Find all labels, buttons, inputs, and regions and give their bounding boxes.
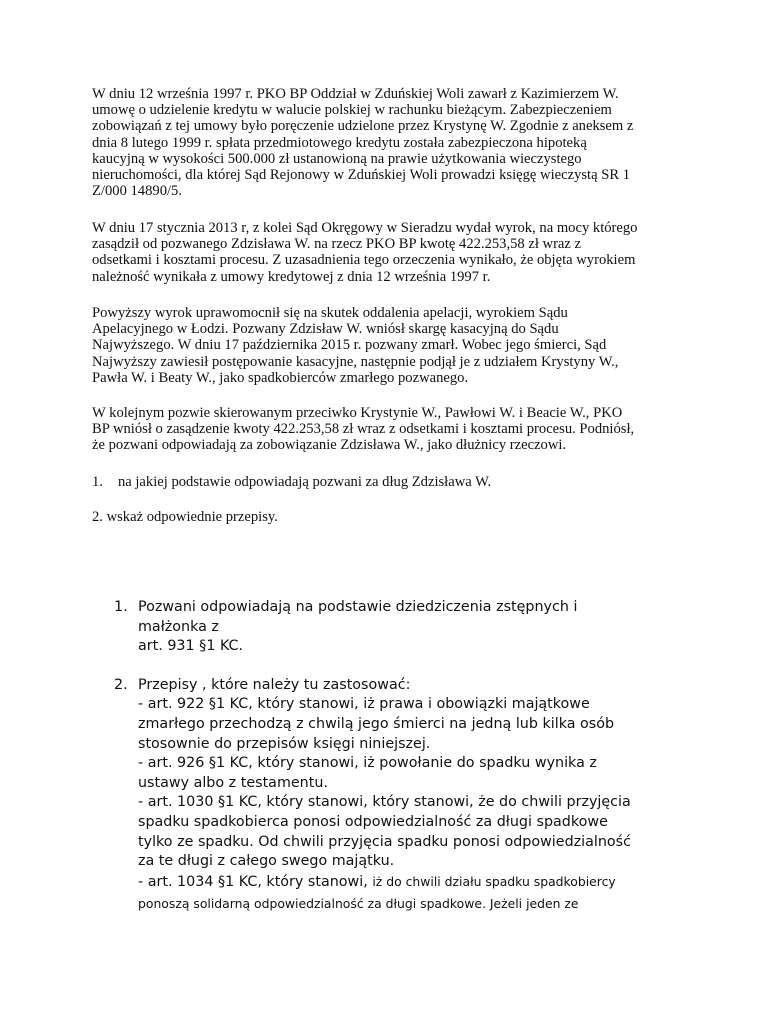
answer-line: ustawy albo z testamentu. xyxy=(138,774,328,791)
text-line: że pozwani odpowiadają za zobowiązanie Zdzisława W., jako dłużnicy rzeczowi. xyxy=(92,437,567,454)
question-1 xyxy=(92,474,682,490)
text-line: należność wynikała z umowy kredytowej z dnia 12 września 1997 r. xyxy=(92,268,491,285)
question-2-text: 2. wskaż odpowiednie przepisy. xyxy=(92,509,278,525)
text-line: W kolejnym pozwie skierowanym przeciwko Krystynie W., Pawłowi W. i Beacie W., PKO xyxy=(92,405,623,421)
text-line: W dniu 17 stycznia 2013 r, z kolei Sąd Okręgowy w Sieradzu wydał wyrok, na mocy którego xyxy=(92,220,638,236)
text-line: Z/000 14890/5. xyxy=(92,183,182,200)
answer-2-number: 2. xyxy=(114,676,128,693)
answer-spacer xyxy=(110,657,685,676)
text-line: Najwyższego. W dniu 17 października 2015 r. pozwany zmarł. Wobec jego śmierci, Sąd xyxy=(92,337,607,354)
text-line: kaucyjną w wysokości 500.000 zł ustanowioną na prawie użytkowania wieczystego xyxy=(92,150,582,167)
text-line: odsetkami i kosztami procesu. Z uzasadnienia tego orzeczenia wynikało, że objęta wyrokiem xyxy=(92,252,636,269)
answer-line-small: iż do chwili działu spadku spadkobiercy xyxy=(372,873,616,889)
text-line: zasądził od pozwanego Zdzisława W. na rzecz PKO BP kwotę 422.253,58 zł wraz z xyxy=(92,236,582,253)
answer-line: spadku spadkobierca ponosi odpowiedzialność za długi spadkowe xyxy=(138,813,608,830)
text-line: umowę o udzielenie kredytu w walucie polskiej w rachunku bieżącym. Zabezpieczeniem xyxy=(92,102,612,119)
text-line: Powyższy wyrok uprawomocnił się na skutek oddalenia apelacji, wyrokiem Sądu xyxy=(92,305,568,321)
question-1-number: 1. xyxy=(92,474,103,490)
answer-line: stosownie do przepisów księgi niniejszej. xyxy=(138,735,431,752)
paragraph-3 xyxy=(92,305,682,386)
text-line: Pawła W. i Beaty W., jako spadkobierców zmarłego pozwanego. xyxy=(92,369,469,386)
answer-line: art. 931 §1 KC. xyxy=(138,638,244,655)
answer-line: Przepisy , które należy tu zastosować: xyxy=(138,676,411,693)
answer-line: - art. 922 §1 KC, który stanowi, iż prawa i obowiązki majątkowe xyxy=(138,696,590,713)
answer-line: - art. 926 §1 KC, który stanowi, iż powołanie do spadku wynika z xyxy=(138,755,597,772)
paragraph-1 xyxy=(92,86,682,199)
text-line: BP wniósł o zasądzenie kwoty 422.253,58 zł wraz z odsetkami i kosztami procesu. Podniósł, xyxy=(92,421,635,438)
text-line: nieruchomości, dla której Sąd Rejonowy w Zduńskiej Woli prowadzi księgę wieczystą SR 1 xyxy=(92,167,631,184)
text-line: Najwyższy zawiesił postępowanie kasacyjne, następnie podjął je z udziałem Krystyny W., xyxy=(92,353,619,370)
answer-line-mixed xyxy=(138,872,685,893)
text-line: Apelacyjnego w Łodzi. Pozwany Zdzisław W. wniósł skargę kasacyjną do Sądu xyxy=(92,321,559,338)
answer-line: za te długi z całego swego majątku. xyxy=(138,853,395,870)
paragraph-2 xyxy=(92,220,682,285)
answer-line: - art. 1030 §1 KC, który stanowi, który stanowi, że do chwili przyjęcia xyxy=(138,794,631,811)
answer-line-small-trailing: ponoszą solidarną odpowiedzialność za długi spadkowe. Jeżeli jeden ze xyxy=(138,896,579,912)
answer-line: tylko ze spadku. Od chwili przyjęcia spadku ponosi odpowiedzialność xyxy=(138,833,631,850)
text-line: dnia 8 lutego 1999 r. spłata przedmiotowego kredytu została zabezpieczona hipoteką xyxy=(92,134,587,151)
answer-line: Pozwani odpowiadają na podstawie dziedziczenia zstępnych i xyxy=(138,599,578,615)
answer-line-start: - art. 1034 §1 KC, który stanowi, xyxy=(138,873,373,890)
question-1-text: na jakiej podstawie odpowiadają pozwani za dług Zdzisława W. xyxy=(117,474,492,490)
paragraph-4 xyxy=(92,405,682,454)
answer-1-number: 1. xyxy=(114,599,128,615)
answer-line: małżonka z xyxy=(138,618,219,635)
answer-item-2 xyxy=(110,676,685,914)
text-line: zobowiązań z tej umowy było poręczenie udzielone przez Krystynę W. Zgodnie z aneksem z xyxy=(92,118,634,135)
answer-item-1 xyxy=(110,598,685,657)
answer-line: zmarłego przechodzą z chwilą jego śmierci na jedną lub kilka osób xyxy=(138,715,615,732)
answers-list xyxy=(110,598,685,914)
text-line: W dniu 12 września 1997 r. PKO BP Oddział w Zduńskiej Woli zawarł z Kazimierzem W. xyxy=(92,86,619,102)
question-2 xyxy=(92,509,682,525)
